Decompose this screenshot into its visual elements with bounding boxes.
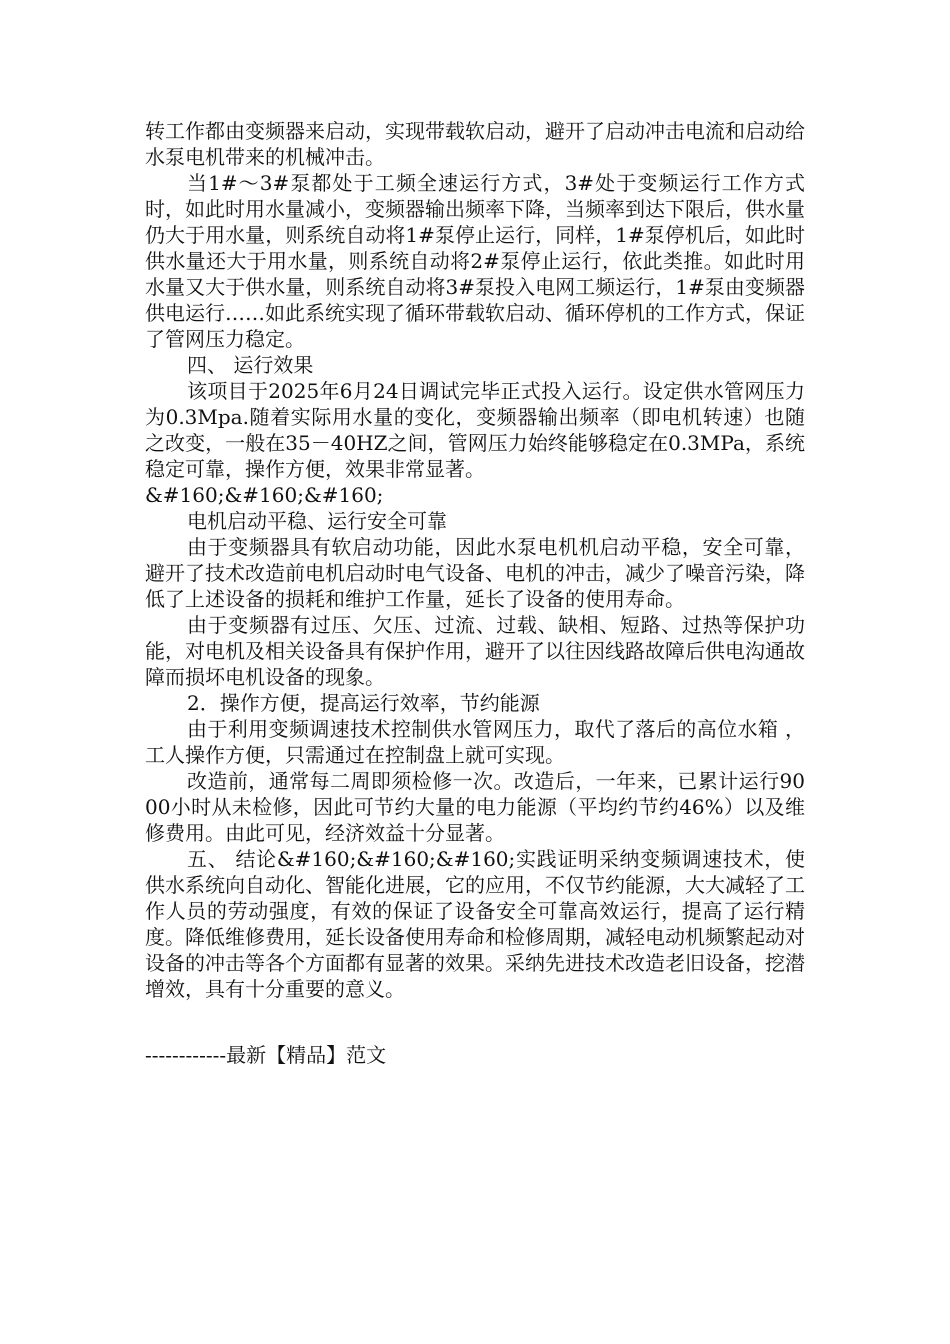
paragraph-4: 由于变频器具有软启动功能，因此水泵电机机启动平稳，安全可靠，避开了技术改造前电机启动时电气设备、电机的冲击，减少了噪音污染，降低了上述设备的损耗和维护工作量，延长了设备的使用寿命。 <box>145 535 805 611</box>
paragraph-1: 转工作都由变频器来启动，实现带载软启动，避开了启动冲击电流和启动给水泵电机带来的机械冲击。 <box>145 119 805 169</box>
entity-residue-line: &#160;&#160;&#160; <box>145 483 384 507</box>
subheading-1: 电机启动平稳、运行安全可靠 <box>187 509 447 533</box>
paragraph-2: 当1#～3#泵都处于工频全速运行方式，3#处于变频运行工作方式时，如此时用水量减小，变频器输出频率下降，当频率到达下限后，供水量仍大于用水量，则系统自动将1#泵停止运行，同样，1#泵停机后，如此时供水量还大于用水量，则系统自动将2#泵停止运行，依此类推。如此时用水量又大于供水量，则系统自动将3#泵投入电网工频运行，1#泵由变频器供电运行……如此系统实现了循环带载软启动、循环停机的工作方式，保证了管网压力稳定。 <box>145 171 805 351</box>
conclusion-paragraph: 五、 结论&#160;&#160;&#160;实践证明采纳变频调速技术，使供水系统向自动化、智能化进展，它的应用，不仅节约能源，大大减轻了工作人员的劳动强度，有效的保证了设备安全可靠高效运行，提高了运行精度。降低维修费用，延长设备使用寿命和检修周期，减轻电动机频繁起动对设备的冲击等各个方面都有显著的效果。采纳先进技术改造老旧设备，挖潜增效，具有十分重要的意义。 <box>145 847 805 1001</box>
document-body <box>145 118 805 1068</box>
footer-text: ------------最新【精品】范文 <box>145 1043 387 1067</box>
paragraph-3: 该项目于2025年6月24日调试完毕正式投入运行。设定供水管网压力为0.3Mpa.随着实际用水量的变化，变频器输出频率（即电机转速）也随之改变，一般在35－40HZ之间，管网压力始终能够稳定在0.3MPa，系统稳定可靠，操作方便，效果非常显著。 <box>145 379 805 481</box>
paragraph-6: 由于利用变频调速技术控制供水管网压力，取代了落后的高位水箱 ，工人操作方便，只需通过在控制盘上就可实现。 <box>145 717 805 767</box>
section-heading-4: 四、 运行效果 <box>187 353 314 377</box>
paragraph-5: 由于变频器有过压、欠压、过流、过载、缺相、短路、过热等保护功能，对电机及相关设备具有保护作用，避开了以往因线路故障后供电沟通故障而损坏电机设备的现象。 <box>145 613 805 689</box>
subheading-2: 2．操作方便，提高运行效率，节约能源 <box>187 691 540 715</box>
paragraph-7: 改造前，通常每二周即须检修一次。改造后，一年来，已累计运行9000小时从未检修，因此可节约大量的电力能源（平均约节约46%）以及维修费用。由此可见，经济效益十分显著。 <box>145 769 805 845</box>
